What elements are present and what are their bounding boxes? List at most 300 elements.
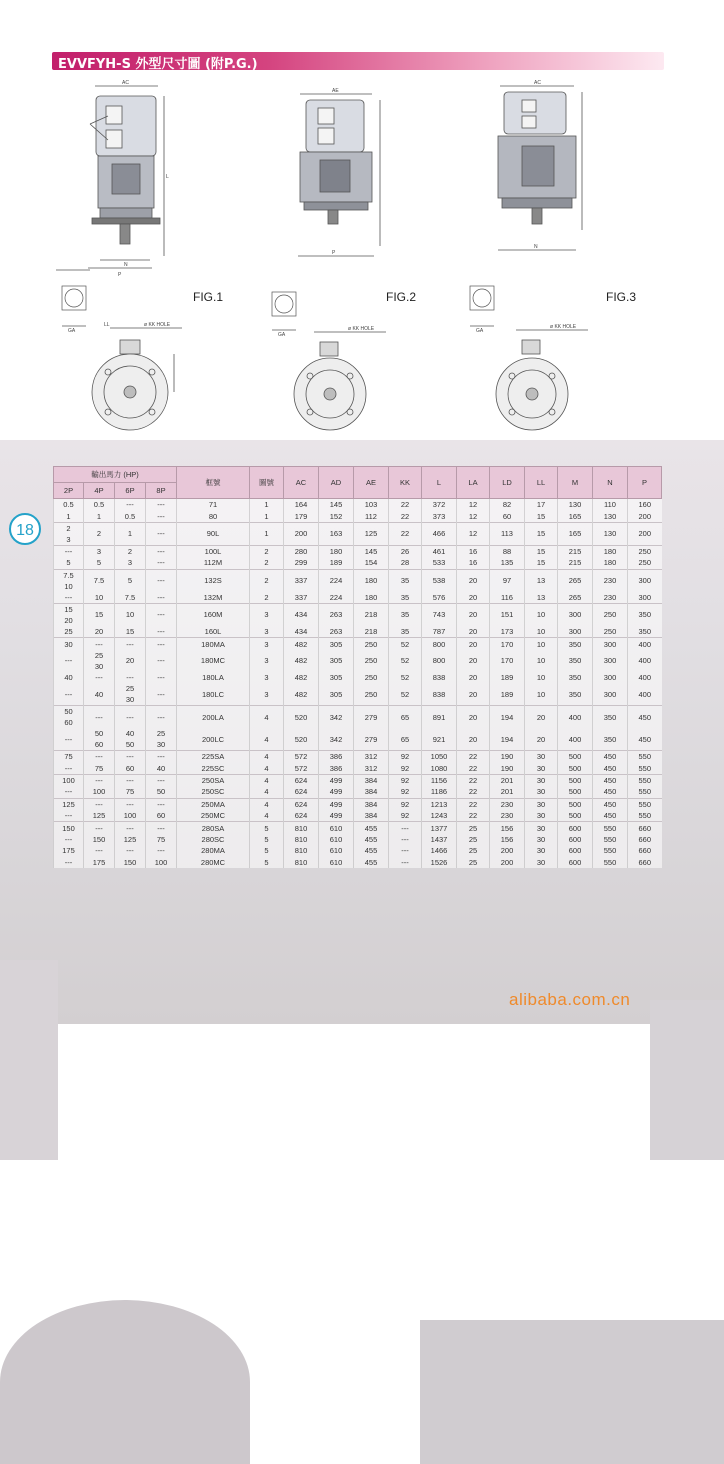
- table-cell: 25: [457, 845, 490, 856]
- table-cell: 30: [525, 845, 558, 856]
- table-cell: 400: [628, 672, 662, 683]
- table-cell: 125: [354, 522, 389, 545]
- table-cell: 173: [490, 626, 525, 638]
- table-cell: 350: [593, 706, 628, 729]
- hp-cell: 5: [115, 569, 146, 592]
- motor-drawing-fig2: [270, 86, 400, 266]
- table-cell: 466: [422, 522, 457, 545]
- table-cell: 280MA: [177, 845, 250, 856]
- table-cell: 52: [389, 672, 422, 683]
- table-cell: 384: [354, 786, 389, 798]
- table-cell: 533: [422, 557, 457, 569]
- table-cell: 180: [319, 545, 354, 557]
- table-cell: 180MC: [177, 650, 250, 672]
- table-row: [54, 774, 662, 786]
- hp-cell: ---: [146, 592, 177, 604]
- table-cell: 170: [490, 650, 525, 672]
- table-body: [54, 499, 662, 869]
- table-cell: 450: [593, 763, 628, 775]
- table-cell: 22: [457, 763, 490, 775]
- table-cell: ---: [389, 845, 422, 856]
- table-cell: 152: [319, 510, 354, 522]
- table-cell: 145: [319, 499, 354, 511]
- table-cell: 600: [558, 857, 593, 868]
- hp-cell: 15: [115, 626, 146, 638]
- hp-cell: ---: [54, 810, 84, 822]
- table-row: [54, 557, 662, 569]
- table-cell: 1080: [422, 763, 457, 775]
- column-header: 框號: [177, 467, 250, 499]
- hp-cell: ---: [84, 774, 115, 786]
- table-cell: 305: [319, 650, 354, 672]
- table-cell: 92: [389, 810, 422, 822]
- hp-cell: 40: [54, 672, 84, 683]
- hp-cell: ---: [115, 822, 146, 834]
- table-cell: 250SC: [177, 786, 250, 798]
- hp-cell: ---: [146, 510, 177, 522]
- table-cell: 20: [457, 672, 490, 683]
- table-cell: 12: [457, 522, 490, 545]
- table-cell: 132M: [177, 592, 250, 604]
- table-cell: 499: [319, 774, 354, 786]
- table-cell: 610: [319, 857, 354, 868]
- table-cell: 30: [525, 786, 558, 798]
- table-cell: 263: [319, 603, 354, 626]
- table-cell: 350: [628, 603, 662, 626]
- table-cell: 22: [457, 786, 490, 798]
- hp-cell: 50 60: [84, 728, 115, 751]
- fig1-label: FIG.1: [193, 290, 224, 304]
- table-row: [54, 499, 662, 511]
- background-building: [650, 1000, 724, 1160]
- table-cell: 4: [250, 798, 284, 810]
- table-cell: 30: [525, 798, 558, 810]
- hp-cell: 75: [84, 763, 115, 775]
- table-cell: 160: [628, 499, 662, 511]
- table-cell: 92: [389, 751, 422, 763]
- table-cell: 482: [284, 672, 319, 683]
- table-cell: 312: [354, 751, 389, 763]
- dim-l-label: L: [166, 174, 169, 180]
- table-cell: 218: [354, 603, 389, 626]
- table-cell: 810: [284, 845, 319, 856]
- page-number-badge: 18: [9, 513, 41, 545]
- table-cell: 22: [389, 522, 422, 545]
- table-row: [54, 592, 662, 604]
- table-cell: 810: [284, 834, 319, 845]
- table-cell: 250: [593, 626, 628, 638]
- table-cell: 337: [284, 569, 319, 592]
- table-cell: 610: [319, 845, 354, 856]
- table-row: [54, 522, 662, 545]
- table-cell: 280MC: [177, 857, 250, 868]
- table-cell: 15: [525, 510, 558, 522]
- column-header: AE: [354, 467, 389, 499]
- table-cell: 250MA: [177, 798, 250, 810]
- column-header: N: [593, 467, 628, 499]
- table-cell: 660: [628, 857, 662, 868]
- background-tank: [0, 1300, 250, 1464]
- table-cell: 279: [354, 706, 389, 729]
- hp-cell: ---: [115, 638, 146, 650]
- table-cell: 550: [593, 834, 628, 845]
- table-cell: 80: [177, 510, 250, 522]
- hp-cell: 15 20: [54, 603, 84, 626]
- hp-cell: 75: [54, 751, 84, 763]
- hp-cell: 10: [115, 603, 146, 626]
- table-cell: 154: [354, 557, 389, 569]
- hp-cell: 3: [115, 557, 146, 569]
- table-cell: 230: [490, 810, 525, 822]
- table-cell: 30: [525, 822, 558, 834]
- column-header: KK: [389, 467, 422, 499]
- hp-cell: ---: [54, 728, 84, 751]
- table-cell: 482: [284, 650, 319, 672]
- table-cell: 165: [558, 510, 593, 522]
- table-cell: 434: [284, 626, 319, 638]
- table-cell: 180LA: [177, 672, 250, 683]
- table-cell: 600: [558, 822, 593, 834]
- table-cell: 13: [525, 592, 558, 604]
- dim-n-label: N: [534, 244, 538, 250]
- table-cell: 350: [558, 638, 593, 650]
- table-cell: 891: [422, 706, 457, 729]
- table-cell: 1213: [422, 798, 457, 810]
- table-cell: 1: [250, 499, 284, 511]
- table-cell: 151: [490, 603, 525, 626]
- table-cell: 82: [490, 499, 525, 511]
- table-cell: 5: [250, 834, 284, 845]
- table-cell: 20: [457, 728, 490, 751]
- table-cell: 250: [354, 672, 389, 683]
- table-cell: 455: [354, 857, 389, 868]
- hp-cell: ---: [146, 650, 177, 672]
- table-cell: 224: [319, 592, 354, 604]
- table-cell: 337: [284, 592, 319, 604]
- table-cell: 499: [319, 798, 354, 810]
- table-cell: 550: [628, 763, 662, 775]
- table-row: [54, 706, 662, 729]
- table-cell: 180MA: [177, 638, 250, 650]
- table-cell: 743: [422, 603, 457, 626]
- hp-cell: 60: [115, 763, 146, 775]
- table-cell: 838: [422, 672, 457, 683]
- hp-cell: ---: [115, 499, 146, 511]
- table-cell: 100L: [177, 545, 250, 557]
- hp-cell: ---: [146, 569, 177, 592]
- hp-cell: 30: [54, 638, 84, 650]
- table-cell: 88: [490, 545, 525, 557]
- table-cell: 225SA: [177, 751, 250, 763]
- table-row: [54, 751, 662, 763]
- hp-cell: ---: [146, 522, 177, 545]
- table-cell: 1156: [422, 774, 457, 786]
- table-cell: 342: [319, 706, 354, 729]
- kk-hole-label: ø KK HOLE: [550, 324, 577, 330]
- dimension-table: [53, 466, 662, 868]
- table-cell: 112M: [177, 557, 250, 569]
- table-cell: 20: [457, 638, 490, 650]
- table-cell: 10: [525, 672, 558, 683]
- table-cell: 372: [422, 499, 457, 511]
- table-cell: 500: [558, 774, 593, 786]
- table-cell: 300: [593, 683, 628, 706]
- table-cell: 921: [422, 728, 457, 751]
- table-cell: 30: [525, 857, 558, 868]
- hp-cell: 25 30: [115, 683, 146, 706]
- table-cell: 572: [284, 751, 319, 763]
- table-cell: 455: [354, 834, 389, 845]
- table-cell: 250: [628, 545, 662, 557]
- table-cell: 550: [628, 786, 662, 798]
- table-cell: 1: [250, 510, 284, 522]
- table-cell: 22: [457, 751, 490, 763]
- table-cell: 250SA: [177, 774, 250, 786]
- table-cell: 550: [628, 774, 662, 786]
- hp-cell: ---: [54, 545, 84, 557]
- table-cell: 179: [284, 510, 319, 522]
- table-cell: 500: [558, 763, 593, 775]
- hp-cell: ---: [146, 774, 177, 786]
- table-cell: 13: [525, 569, 558, 592]
- hp-cell: 125: [54, 798, 84, 810]
- hp-cell: 20: [84, 626, 115, 638]
- hp-cell: 100: [146, 857, 177, 868]
- table-cell: 5: [250, 857, 284, 868]
- table-cell: 132S: [177, 569, 250, 592]
- hp-cell: 25: [54, 626, 84, 638]
- table-cell: 116: [490, 592, 525, 604]
- table-cell: 265: [558, 569, 593, 592]
- table-row: [54, 763, 662, 775]
- table-cell: 25: [457, 834, 490, 845]
- table-cell: 838: [422, 683, 457, 706]
- table-cell: 300: [593, 638, 628, 650]
- hp-cell: 7.5 10: [54, 569, 84, 592]
- table-cell: 550: [593, 857, 628, 868]
- table-cell: 250MC: [177, 810, 250, 822]
- dim-ga-label: GA: [68, 328, 76, 334]
- hp-cell: 2: [84, 522, 115, 545]
- hp-column-header: 8P: [146, 483, 177, 499]
- table-cell: 92: [389, 786, 422, 798]
- hp-cell: 5: [54, 557, 84, 569]
- table-cell: 810: [284, 857, 319, 868]
- table-cell: 35: [389, 603, 422, 626]
- hp-cell: ---: [115, 774, 146, 786]
- table-cell: 20: [525, 728, 558, 751]
- table-cell: 103: [354, 499, 389, 511]
- dim-ac-label: AC: [534, 80, 541, 86]
- watermark: alibaba.com.cn: [509, 990, 631, 1009]
- table-cell: 2: [250, 569, 284, 592]
- table-cell: 230: [593, 592, 628, 604]
- hp-cell: 25 30: [84, 650, 115, 672]
- table-cell: 400: [558, 728, 593, 751]
- flange-view-fig1: [70, 320, 190, 440]
- table-cell: 4: [250, 810, 284, 822]
- table-cell: 10: [525, 638, 558, 650]
- table-row: [54, 810, 662, 822]
- hp-cell: 75: [146, 834, 177, 845]
- hp-cell: 25 30: [146, 728, 177, 751]
- table-cell: 300: [558, 626, 593, 638]
- table-cell: 225SC: [177, 763, 250, 775]
- fig3-label: FIG.3: [606, 290, 637, 304]
- table-cell: 1377: [422, 822, 457, 834]
- table-cell: 450: [593, 798, 628, 810]
- table-cell: 550: [593, 845, 628, 856]
- table-cell: 450: [593, 786, 628, 798]
- table-row: [54, 798, 662, 810]
- hp-cell: ---: [84, 822, 115, 834]
- table-cell: 90L: [177, 522, 250, 545]
- table-cell: 250: [354, 650, 389, 672]
- table-cell: 15: [525, 522, 558, 545]
- table-cell: 342: [319, 728, 354, 751]
- table-cell: 610: [319, 822, 354, 834]
- table-cell: 165: [558, 522, 593, 545]
- hp-cell: 60: [146, 810, 177, 822]
- table-cell: 52: [389, 683, 422, 706]
- table-cell: 20: [457, 603, 490, 626]
- hp-cell: 175: [54, 845, 84, 856]
- hp-cell: ---: [84, 706, 115, 729]
- hp-cell: ---: [146, 603, 177, 626]
- table-cell: 3: [250, 603, 284, 626]
- table-cell: 4: [250, 751, 284, 763]
- dim-ga-label: GA: [476, 328, 484, 334]
- table-cell: 624: [284, 810, 319, 822]
- flange-view-fig2: [274, 324, 394, 440]
- table-cell: 300: [628, 592, 662, 604]
- dim-n-label: N: [124, 262, 128, 268]
- hp-cell: ---: [146, 672, 177, 683]
- table-row: [54, 650, 662, 672]
- table-cell: 25: [457, 822, 490, 834]
- column-header: LL: [525, 467, 558, 499]
- hp-cell: 0.5: [54, 499, 84, 511]
- table-cell: 250: [628, 557, 662, 569]
- table-cell: 200: [490, 857, 525, 868]
- table-cell: 200: [628, 510, 662, 522]
- hp-cell: 150: [84, 834, 115, 845]
- table-cell: 35: [389, 569, 422, 592]
- table-cell: ---: [389, 857, 422, 868]
- table-cell: 279: [354, 728, 389, 751]
- table-cell: 4: [250, 763, 284, 775]
- table-cell: 624: [284, 774, 319, 786]
- table-cell: 20: [457, 569, 490, 592]
- table-cell: 299: [284, 557, 319, 569]
- hp-cell: 40 50: [115, 728, 146, 751]
- background-building: [420, 1320, 724, 1464]
- table-cell: 450: [593, 774, 628, 786]
- table-cell: 1243: [422, 810, 457, 822]
- table-cell: 660: [628, 834, 662, 845]
- table-row: [54, 834, 662, 845]
- table-cell: 16: [457, 557, 490, 569]
- table-cell: 190: [490, 751, 525, 763]
- table-cell: 194: [490, 706, 525, 729]
- table-cell: 30: [525, 774, 558, 786]
- hp-cell: 1: [115, 522, 146, 545]
- table-cell: 350: [558, 650, 593, 672]
- background-building: [0, 960, 58, 1160]
- dim-ae-label: AE: [332, 88, 339, 94]
- hp-cell: ---: [54, 786, 84, 798]
- table-cell: 92: [389, 798, 422, 810]
- table-cell: 455: [354, 822, 389, 834]
- hp-cell: 1: [84, 510, 115, 522]
- hp-column-header: 6P: [115, 483, 146, 499]
- table-cell: 35: [389, 626, 422, 638]
- hp-cell: ---: [54, 650, 84, 672]
- table-cell: 305: [319, 638, 354, 650]
- hp-cell: 7.5: [115, 592, 146, 604]
- table-row: [54, 545, 662, 557]
- table-cell: 600: [558, 845, 593, 856]
- hp-cell: 50 60: [54, 706, 84, 729]
- table-cell: 180LC: [177, 683, 250, 706]
- motor-drawing-fig1: [60, 78, 190, 278]
- table-cell: 28: [389, 557, 422, 569]
- column-header: AD: [319, 467, 354, 499]
- table-cell: 550: [628, 810, 662, 822]
- table-cell: 386: [319, 751, 354, 763]
- table-cell: 22: [457, 810, 490, 822]
- table-row: [54, 786, 662, 798]
- table-cell: 92: [389, 774, 422, 786]
- hp-cell: 1: [54, 510, 84, 522]
- table-row: [54, 728, 662, 751]
- hp-cell: 125: [84, 810, 115, 822]
- hp-cell: 100: [54, 774, 84, 786]
- table-cell: 200: [284, 522, 319, 545]
- table-cell: 280: [284, 545, 319, 557]
- table-cell: 4: [250, 774, 284, 786]
- table-cell: 52: [389, 638, 422, 650]
- hp-cell: ---: [146, 822, 177, 834]
- table-cell: 1526: [422, 857, 457, 868]
- table-cell: 500: [558, 810, 593, 822]
- table-cell: 30: [525, 810, 558, 822]
- hp-cell: 2 3: [54, 522, 84, 545]
- table-cell: 572: [284, 763, 319, 775]
- hp-cell: ---: [146, 845, 177, 856]
- table-row: [54, 857, 662, 868]
- hp-group-header: 輸出馬力 (HP): [54, 467, 177, 483]
- hp-cell: ---: [84, 751, 115, 763]
- table-cell: 350: [558, 672, 593, 683]
- table-cell: 10: [525, 650, 558, 672]
- table-cell: 624: [284, 786, 319, 798]
- table-cell: 500: [558, 751, 593, 763]
- table-cell: 52: [389, 650, 422, 672]
- table-cell: 482: [284, 638, 319, 650]
- table-cell: 280SA: [177, 822, 250, 834]
- table-cell: 12: [457, 499, 490, 511]
- table-cell: 550: [628, 798, 662, 810]
- table-cell: 538: [422, 569, 457, 592]
- table-cell: 230: [593, 569, 628, 592]
- table-cell: 3: [250, 650, 284, 672]
- table-cell: 17: [525, 499, 558, 511]
- hp-cell: 0.5: [84, 499, 115, 511]
- hp-cell: ---: [146, 499, 177, 511]
- section-title: EVVFYH-S 外型尺寸圖 (附P.G.): [58, 57, 258, 72]
- hp-cell: ---: [115, 845, 146, 856]
